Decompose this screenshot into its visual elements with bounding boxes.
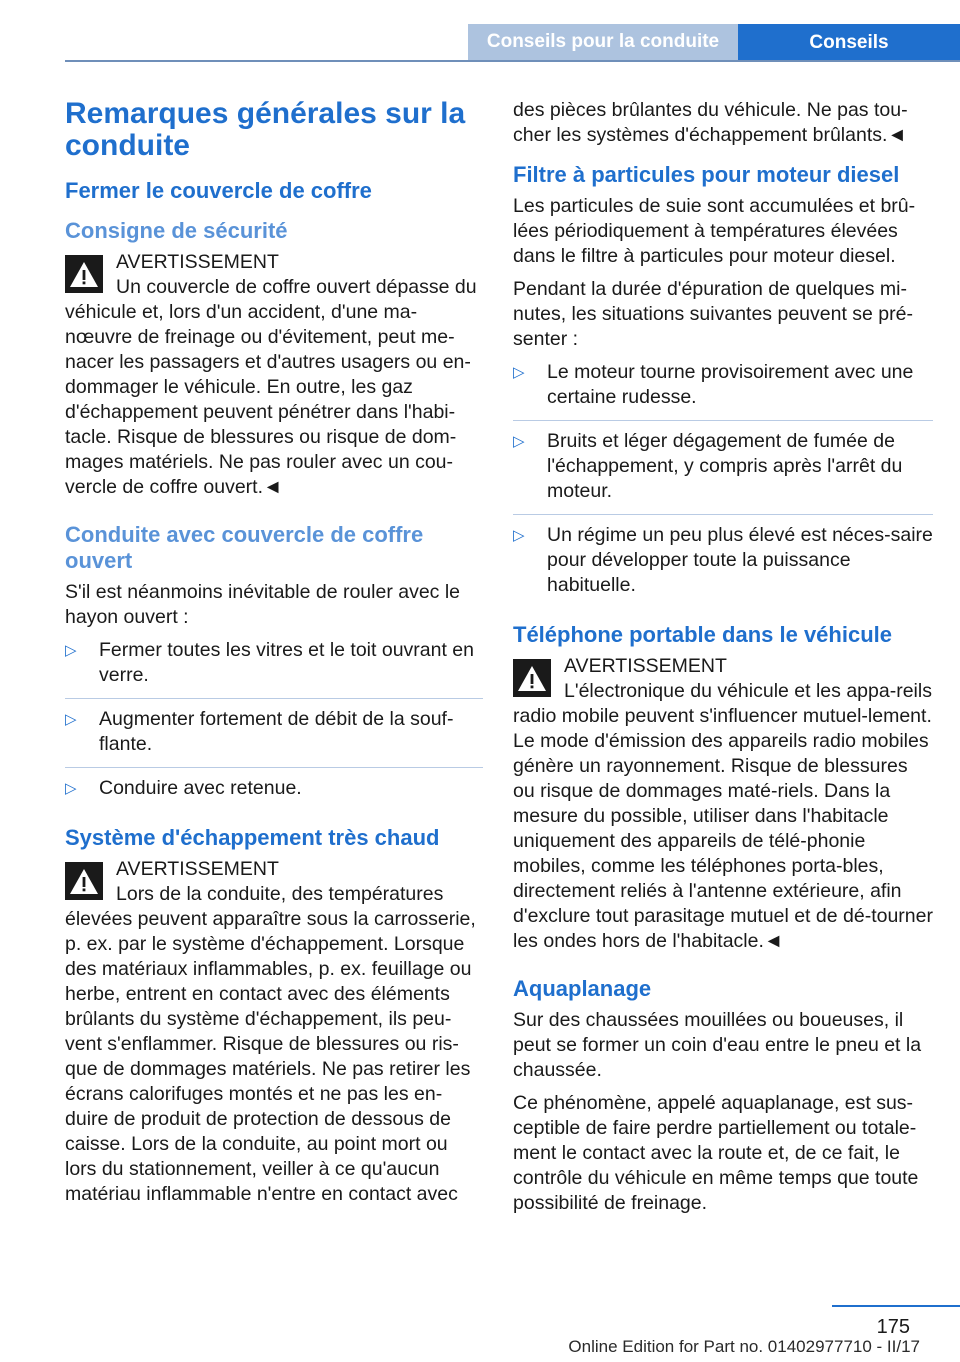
aquaplaning-paragraph-2: Ce phénomène, appelé aquaplanage, est sus-ceptible de faire perdre partiellement ou totale-ment le contact avec la route et, de ce fait, le contrôle du véhicule en même temps que toute possibilité de freinage.	[513, 1092, 919, 1214]
page-number: 175	[876, 1316, 910, 1338]
list-item: ▷ Le moteur tourne provisoirement avec une certaine rudesse.	[513, 360, 933, 420]
heading-safety: Consigne de sécurité	[65, 218, 288, 243]
list-item: ▷ Bruits et léger dégagement de fumée de l'échappement, y compris après l'arrêt du moteur.	[513, 420, 933, 514]
page-title: Remarques générales sur la conduite	[65, 97, 466, 162]
warning-triangle-icon	[513, 659, 551, 697]
online-edition-note: Online Edition for Part no. 01402977710 - II/17	[568, 1337, 920, 1356]
list-item: ▷ Augmenter fortement de débit de la souf-flante.	[65, 698, 483, 767]
left-column	[65, 98, 483, 1215]
list-item: ▷ Un régime un peu plus élevé est néces-saire pour développer toute la puissance habituelle.	[513, 514, 933, 608]
header-chapter-tab: Conseils	[738, 24, 960, 62]
warning-block-trunk	[65, 250, 483, 500]
footer-rule	[832, 1305, 960, 1307]
filter-list	[513, 360, 933, 608]
open-trunk-intro: S'il est néanmoins inévitable de rouler avec le hayon ouvert :	[65, 581, 461, 628]
warning-triangle-icon	[65, 255, 103, 293]
filter-paragraph-1: Les particules de suie sont accumulées et brû-lées périodiquement à températures élevées dans le filtre à particules pour moteur diesel.	[513, 195, 916, 267]
warning-label: AVERTISSEMENT	[564, 655, 727, 677]
warning-label: AVERTISSEMENT	[116, 251, 279, 273]
warning-triangle-icon	[65, 862, 103, 900]
aquaplaning-paragraph-1: Sur des chaussées mouillées ou boueuses, il peut se former un coin d'eau entre le pneu et la chaussée.	[513, 1009, 922, 1081]
warning-text: Un couvercle de coffre ouvert dépasse du véhicule et, lors d'un accident, d'une ma-nœuvre de freinage ou d'évitement, peut me-nacer les passagers et d'autres usagers ou en-dommager le véhicule. En outre, les gaz d'échappement peuvent pénétrer dans l'habi-tacle. Risque de blessures ou risque de dom-mages matériels. Ne pas rouler avec un cou-vercle de coffre ouvert.◄	[65, 276, 477, 498]
warning-block-exhaust	[65, 857, 483, 1207]
filter-paragraph-2: Pendant la durée d'épuration de quelques mi-nutes, les situations suivantes peuvent se pré-senter :	[513, 278, 913, 350]
heading-open-trunk: Conduite avec couvercle de coffre ouvert	[65, 522, 424, 573]
list-item: ▷ Fermer toutes les vitres et le toit ouvrant en verre.	[65, 638, 483, 698]
warning-block-phone	[513, 654, 933, 954]
right-column	[513, 98, 933, 1224]
header-rule	[65, 60, 960, 62]
open-trunk-list	[65, 638, 483, 811]
warning-text: Lors de la conduite, des températures élevées peuvent apparaître sous la carrosserie, p. ex. par le système d'échappement. Lorsque des matériaux inflammables, p. ex. feuillage ou herbe, entrent en contact avec des éléments brûlants du système d'échappement, ils peu-vent s'enflammer. Risque de blessures ou ris-que de dommages matériels. Ne pas retirer les écrans calorifuges montés et ne pas les en-duire de produit de protection de dessous de caisse. Lors de la conduite, au point mort ou lors du stationnement, veiller à ce qu'aucun matériau inflammable n'entre en contact avec	[65, 883, 476, 1205]
header-section-tab: Conseils pour la conduite	[468, 24, 738, 60]
warning-label: AVERTISSEMENT	[116, 858, 279, 880]
heading-trunk: Fermer le couvercle de coffre	[65, 178, 372, 203]
heading-particle-filter: Filtre à particules pour moteur diesel	[513, 162, 900, 187]
warning-text: L'électronique du véhicule et les appa-reils radio mobile peuvent s'influencer mutuel-lement. Le mode d'émission des appareils radio mobiles génère un rayonnement. Risque de blessures ou risque de dommages maté-riels. Dans la mesure du possible, utiliser dans l'habitacle uniquement des appareils de télé-phonie mobiles, comme les téléphones porta-bles, directement reliés à l'antenne extérieure, afin d'exclure tout parasitage mutuel et de dé-tourner les ondes hors de l'habitacle.◄	[513, 680, 933, 952]
heading-aquaplaning: Aquaplanage	[513, 976, 652, 1001]
list-item: ▷ Conduire avec retenue.	[65, 767, 483, 811]
exhaust-warning-continued: des pièces brûlantes du véhicule. Ne pas tou-cher les systèmes d'échappement brûlants.◄	[513, 99, 908, 146]
heading-mobile-phone: Téléphone portable dans le véhicule	[513, 622, 892, 647]
heading-exhaust: Système d'échappement très chaud	[65, 825, 440, 850]
